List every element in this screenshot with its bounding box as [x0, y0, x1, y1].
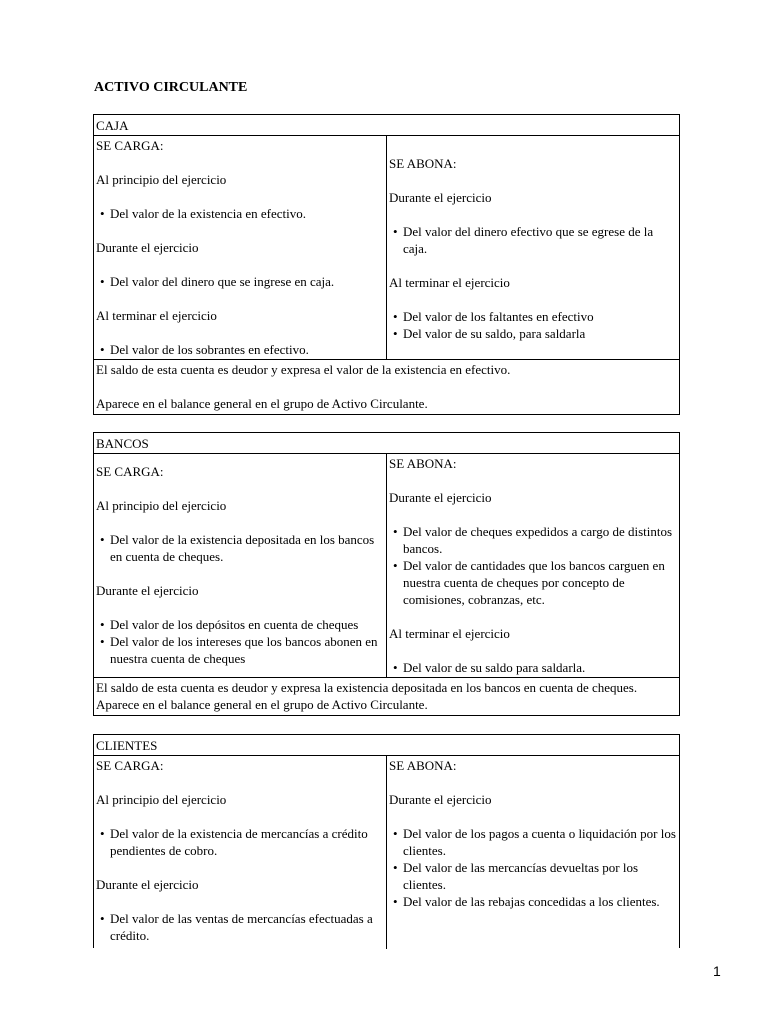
- footer-text: El saldo de esta cuenta es deudor y expresa la existencia depositada en los bancos en cuenta de cheques. Aparece en el balance general en el grupo de Activo Circulante.: [96, 680, 638, 712]
- list-item: • Del valor de los sobrantes en efectivo.: [96, 341, 384, 358]
- abona-label: SE ABONA:: [389, 156, 457, 171]
- account-title: BANCOS: [94, 433, 679, 454]
- abona-period: Durante el ejercicio: [389, 190, 492, 205]
- page-number: 1: [713, 963, 721, 979]
- carga-period: Al principio del ejercicio: [96, 792, 227, 807]
- list-item: • Del valor de los faltantes en efectivo: [389, 308, 677, 325]
- list-item: • Del valor del dinero efectivo que se egrese de la caja.: [389, 223, 677, 257]
- abona-label: SE ABONA:: [389, 758, 457, 773]
- list-item: • Del valor de los pagos a cuenta o liquidación por los clientes.: [389, 825, 677, 859]
- list-item: • Del valor de la existencia en efectivo.: [96, 205, 384, 222]
- list-item: • Del valor de cheques expedidos a cargo de distintos bancos.: [389, 523, 677, 557]
- footer-text: El saldo de esta cuenta es deudor y expresa el valor de la existencia en efectivo.: [96, 362, 511, 377]
- account-title: CAJA: [94, 115, 679, 136]
- list-item: • Del valor de las rebajas concedidas a los clientes.: [389, 893, 677, 910]
- carga-period: Durante el ejercicio: [96, 583, 199, 598]
- account-bancos: [93, 432, 680, 716]
- list-item: • Del valor de su saldo para saldarla.: [389, 659, 677, 676]
- carga-label: SE CARGA:: [96, 464, 164, 479]
- list-item: • Del valor de la existencia de mercancías a crédito pendientes de cobro.: [96, 825, 384, 859]
- carga-label: SE CARGA:: [96, 758, 164, 773]
- list-item: • Del valor del dinero que se ingrese en caja.: [96, 273, 384, 290]
- carga-column: [94, 756, 387, 949]
- account-caja: [93, 114, 680, 415]
- abona-column: [387, 136, 679, 359]
- list-item: • Del valor de las ventas de mercancías efectuadas a crédito.: [96, 910, 384, 944]
- account-footer: [94, 359, 679, 414]
- footer-text: Aparece en el balance general en el grupo de Activo Circulante.: [96, 396, 428, 411]
- page-heading: ACTIVO CIRCULANTE: [94, 80, 248, 95]
- abona-label: SE ABONA:: [389, 456, 457, 471]
- carga-column: [94, 136, 387, 359]
- list-item: • Del valor de cantidades que los bancos carguen en nuestra cuenta de cheques por concepto de comisiones, cobranzas, etc.: [389, 557, 677, 608]
- carga-period: Durante el ejercicio: [96, 240, 199, 255]
- account-clientes: [93, 734, 680, 948]
- carga-label: SE CARGA:: [96, 138, 164, 153]
- abona-period: Durante el ejercicio: [389, 490, 492, 505]
- list-item: • Del valor de las mercancías devueltas por los clientes.: [389, 859, 677, 893]
- carga-period: Durante el ejercicio: [96, 877, 199, 892]
- list-item: • Del valor de su saldo, para saldarla: [389, 325, 677, 342]
- list-item: • Del valor de la existencia depositada en los bancos en cuenta de cheques.: [96, 531, 384, 565]
- abona-column: [387, 756, 679, 949]
- account-title: CLIENTES: [94, 735, 679, 756]
- account-footer: [94, 677, 679, 715]
- abona-column: [387, 454, 679, 677]
- abona-period: Al terminar el ejercicio: [389, 275, 510, 290]
- carga-period: Al principio del ejercicio: [96, 498, 227, 513]
- carga-period: Al principio del ejercicio: [96, 172, 227, 187]
- carga-column: [94, 454, 387, 677]
- abona-period: Durante el ejercicio: [389, 792, 492, 807]
- list-item: • Del valor de los depósitos en cuenta de cheques: [96, 616, 384, 633]
- list-item: • Del valor de los intereses que los bancos abonen en nuestra cuenta de cheques: [96, 633, 384, 667]
- carga-period: Al terminar el ejercicio: [96, 308, 217, 323]
- abona-period: Al terminar el ejercicio: [389, 626, 510, 641]
